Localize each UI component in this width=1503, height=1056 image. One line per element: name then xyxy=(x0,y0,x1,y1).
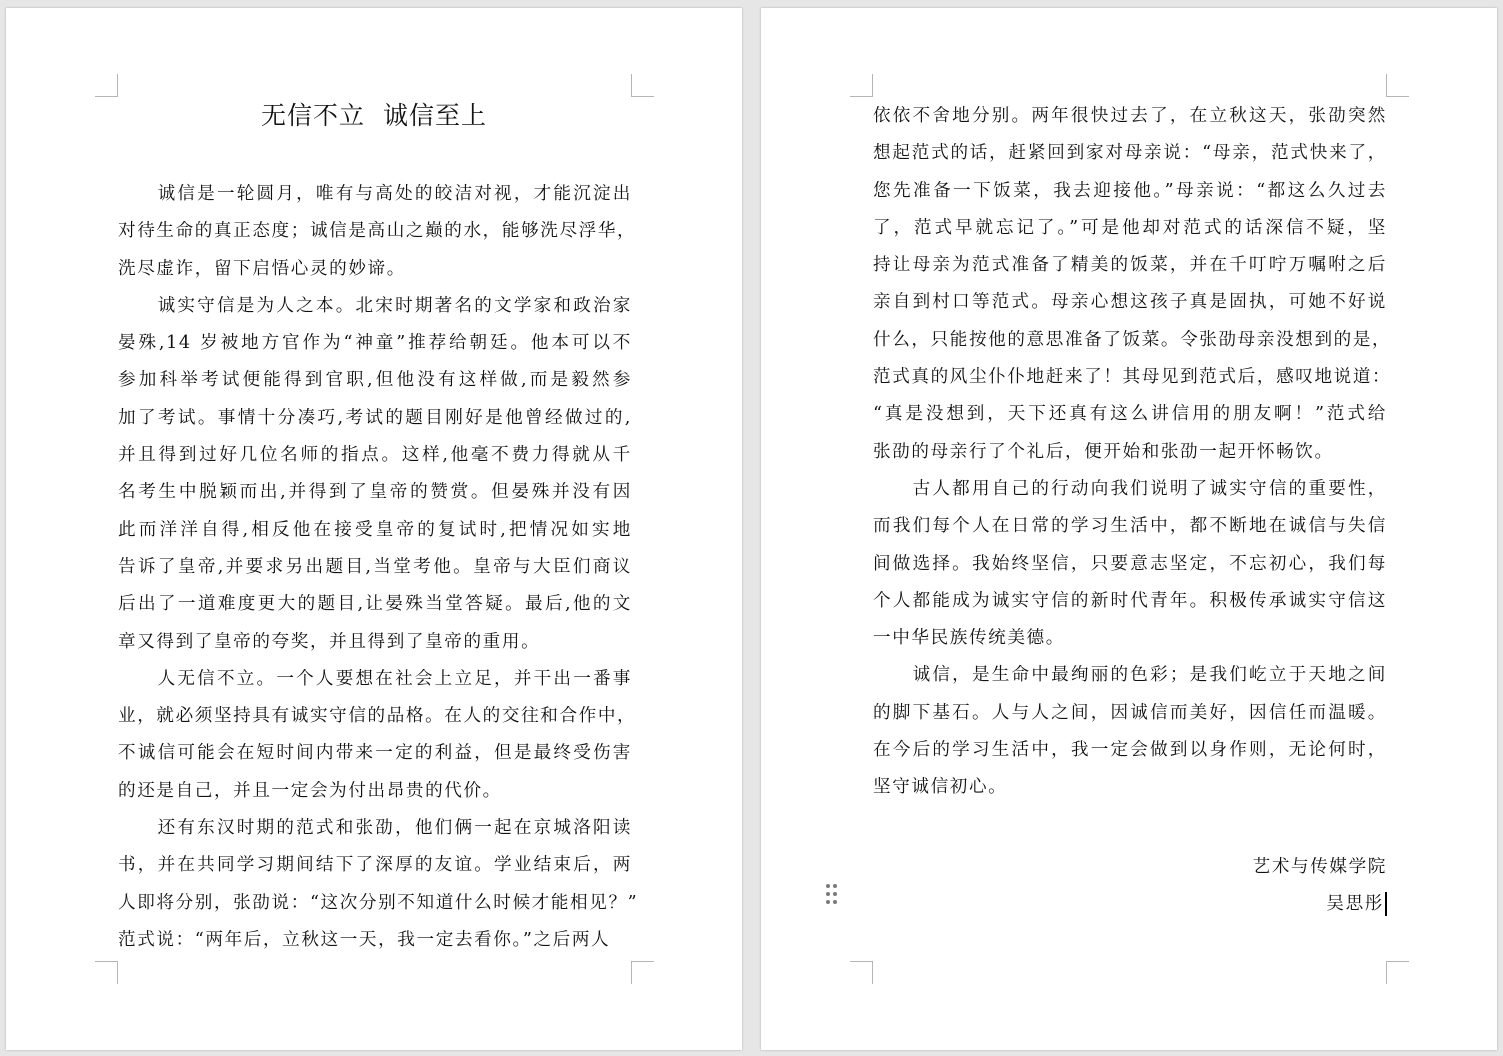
text-line[interactable]: 范式说：“两年后，立秋这一天，我一定去看你。”之后两人 xyxy=(118,929,611,950)
text-line[interactable]: 洗尽虚诈，留下启悟心灵的妙谛。 xyxy=(118,258,406,279)
text-line[interactable]: 依依不舍地分别。两年很快过去了，在立秋这天，张劭突然 xyxy=(873,106,1387,126)
text-line[interactable]: 章又得到了皇帝的夸奖，并且得到了皇帝的重用。 xyxy=(118,631,541,652)
page-left xyxy=(6,8,742,1050)
text-line[interactable]: 对待生命的真正态度；诚信是高山之巅的水，能够洗尽浮华， xyxy=(118,221,637,242)
text-line[interactable]: 持让母亲为范式准备了精美的饭菜，并在千叮咛万嘱咐之后 xyxy=(873,255,1387,276)
text-line[interactable]: 一中华民族传统美德。 xyxy=(873,628,1065,649)
text-line[interactable]: 的脚下基石。人与人之间，因诚信而美好，因信任而温暖。 xyxy=(873,702,1387,723)
document-title[interactable]: 无信不立 诚信至上 xyxy=(261,101,487,130)
signature-author-line[interactable] xyxy=(1326,890,1387,916)
text-line[interactable]: 亲自到村口等范式。母亲心想这孩子真是固执，可她不好说 xyxy=(873,292,1387,313)
text-line[interactable]: 此而洋洋自得,相反他在接受皇帝的复试时,把情况如实地 xyxy=(118,519,632,540)
margin-corner-mark xyxy=(631,961,654,984)
text-line[interactable]: 了，范式早就忘记了。”可是他却对范式的话深信不疑，坚 xyxy=(873,217,1387,238)
text-line[interactable]: “真是没想到，天下还真有这么讲信用的朋友啊！”范式给 xyxy=(873,404,1387,425)
text-line[interactable]: 不诚信可能会在短时间内带来一定的利益，但是最终受伤害 xyxy=(118,743,632,764)
right-page-body[interactable] xyxy=(873,98,1392,807)
signature-school[interactable]: 艺术与传媒学院 xyxy=(1252,857,1387,877)
margin-corner-mark xyxy=(850,961,873,984)
text-line[interactable]: 诚信是一轮圆月，唯有与高处的皎洁对视，才能沉淀出 xyxy=(118,184,632,204)
text-line[interactable]: 范式真的风尘仆仆地赶来了！其母见到范式后，感叹地说道： xyxy=(873,367,1392,388)
margin-corner-mark xyxy=(850,74,873,97)
text-line[interactable]: 人无信不立。一个人要想在社会上立足，并干出一番事 xyxy=(118,668,632,689)
text-line[interactable]: 书，并在共同学习期间结下了深厚的友谊。学业结束后，两 xyxy=(118,855,632,876)
text-line[interactable]: 告诉了皇帝,并要求另出题目,当堂考他。皇帝与大臣们商议 xyxy=(118,556,632,577)
text-line[interactable]: 人即将分别，张劭说：“这次分别不知道什么时候才能相见？” xyxy=(118,892,639,913)
text-line[interactable]: 个人都能成为诚实守信的新时代青年。积极传承诚实守信这 xyxy=(873,590,1387,611)
text-line[interactable]: 晏殊,14 岁被地方官作为“神童”推荐给朝廷。他本可以不 xyxy=(118,333,632,354)
text-line[interactable]: 而我们每个人在日常的学习生活中，都不断地在诚信与失信 xyxy=(873,516,1387,537)
margin-corner-mark xyxy=(1386,74,1409,97)
text-line[interactable]: 您先准备一下饭菜，我去迎接他。”母亲说：“都这么久过去 xyxy=(873,180,1387,201)
text-line[interactable]: 什么，只能按他的意思准备了饭菜。令张劭母亲没想到的是， xyxy=(873,329,1392,350)
drag-handle-icon[interactable] xyxy=(826,884,838,906)
text-line[interactable]: 诚信，是生命中最绚丽的色彩；是我们屹立于天地之间 xyxy=(873,665,1387,686)
text-line[interactable]: 业，就必须坚持具有诚实守信的品格。在人的交往和合作中， xyxy=(118,706,637,727)
page-right xyxy=(761,8,1497,1050)
text-line[interactable]: 还有东汉时期的范式和张劭，他们俩一起在京城洛阳读 xyxy=(118,818,632,839)
text-line[interactable]: 张劭的母亲行了个礼后，便开始和张劭一起开怀畅饮。 xyxy=(873,441,1334,462)
left-page-body[interactable] xyxy=(118,176,639,959)
margin-corner-mark xyxy=(95,74,118,97)
text-cursor xyxy=(1385,892,1387,916)
text-line[interactable]: 诚实守信是为人之本。北宋时期著名的文学家和政治家 xyxy=(118,295,632,316)
text-line[interactable]: 想起范式的话，赶紧回到家对母亲说：“母亲，范式快来了， xyxy=(873,143,1387,164)
text-line[interactable]: 古人都用自己的行动向我们说明了诚实守信的重要性， xyxy=(873,478,1387,499)
text-line[interactable]: 参加科举考试便能得到官职,但他没有这样做,而是毅然参 xyxy=(118,370,632,391)
margin-corner-mark xyxy=(1386,961,1409,984)
text-line[interactable]: 坚守诚信初心。 xyxy=(873,777,1008,798)
margin-corner-mark xyxy=(631,74,654,97)
signature-author[interactable]: 吴思彤 xyxy=(1326,894,1384,914)
text-line[interactable]: 名考生中脱颖而出,并得到了皇帝的赞赏。但晏殊并没有因 xyxy=(118,482,632,503)
text-line[interactable]: 加了考试。事情十分凑巧,考试的题目刚好是他曾经做过的, xyxy=(118,407,632,428)
text-line[interactable]: 后出了一道难度更大的题目,让晏殊当堂答疑。最后,他的文 xyxy=(118,594,632,615)
text-line[interactable]: 的还是自己，并且一定会为付出昂贵的代价。 xyxy=(118,780,502,801)
margin-corner-mark xyxy=(95,961,118,984)
text-line[interactable]: 并且得到过好几位名师的指点。这样,他毫不费力得就从千 xyxy=(118,445,632,466)
text-line[interactable]: 在今后的学习生活中，我一定会做到以身作则，无论何时， xyxy=(873,740,1387,761)
text-line[interactable]: 间做选择。我始终坚信，只要意志坚定，不忘初心，我们每 xyxy=(873,553,1387,574)
